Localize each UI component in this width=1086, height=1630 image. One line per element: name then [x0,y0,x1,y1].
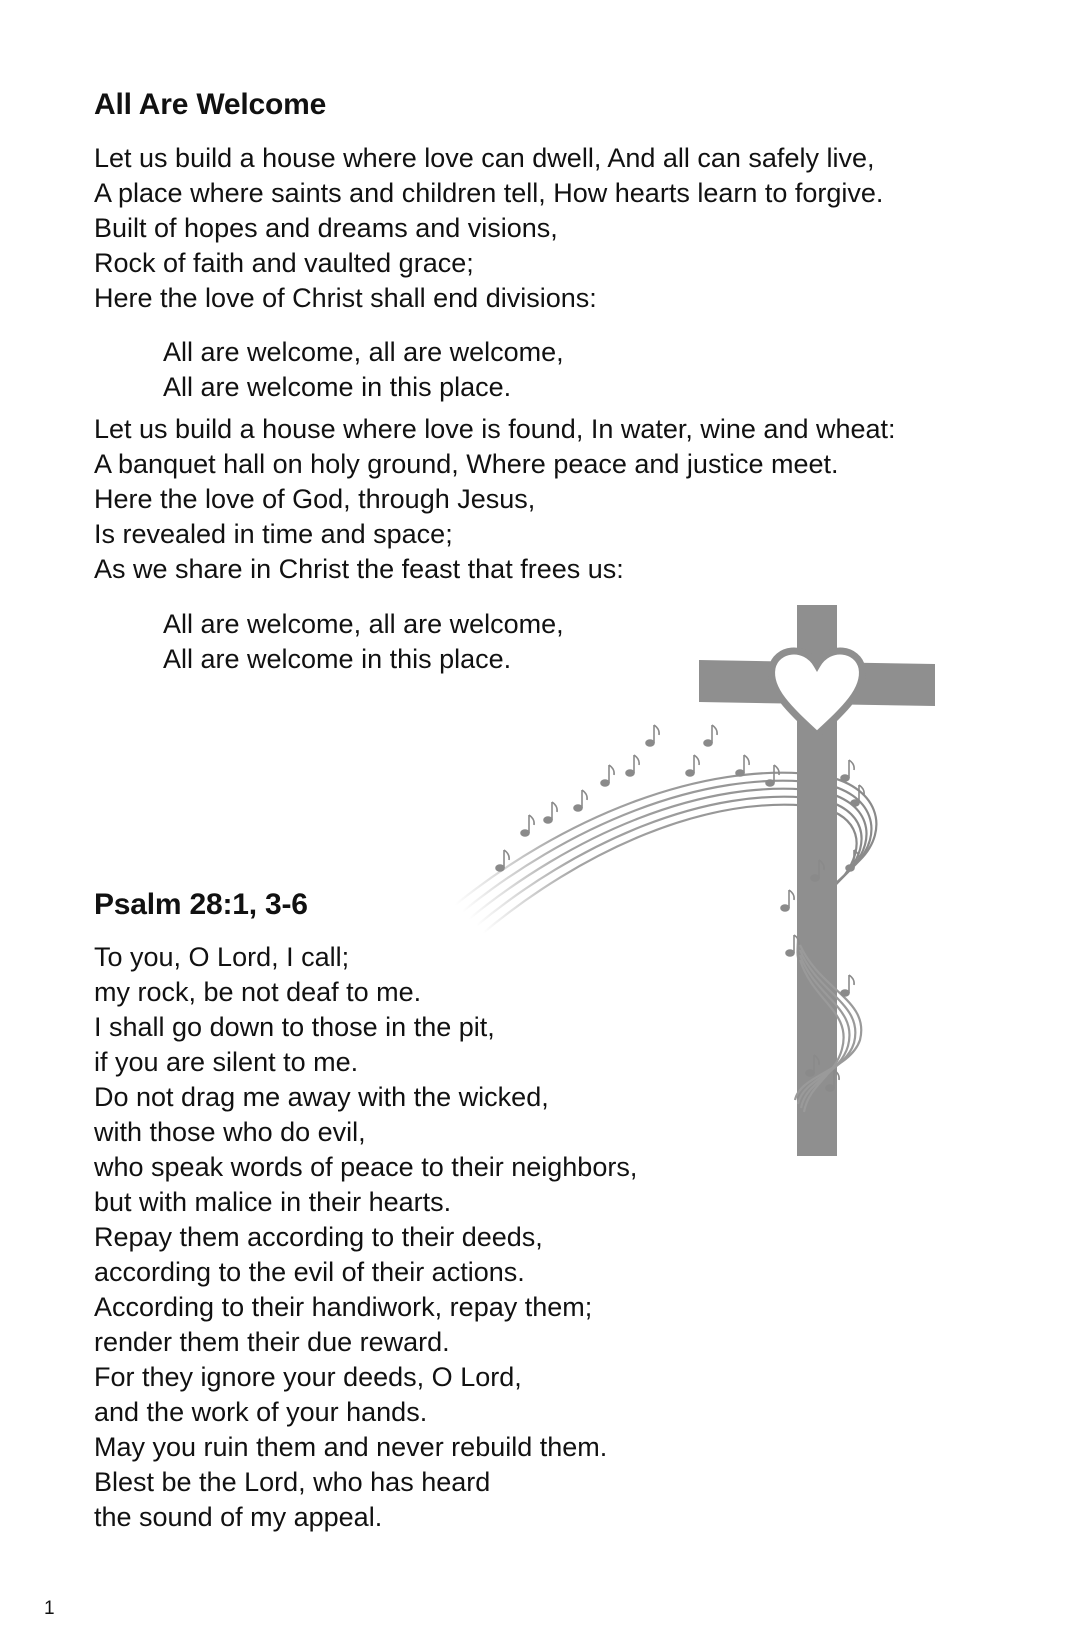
psalm-line: who speak words of peace to their neighbors, [94,1152,638,1182]
verse-line: A banquet hall on holy ground, Where peace and justice meet. [94,449,839,479]
psalm-line: Repay them according to their deeds, [94,1222,543,1252]
psalm-line: According to their handiwork, repay them; [94,1292,593,1322]
verse-line: Here the love of God, through Jesus, [94,484,536,514]
verse-line: Rock of faith and vaulted grace; [94,248,474,278]
psalm-line: I shall go down to those in the pit, [94,1012,495,1042]
psalm-line: Blest be the Lord, who has heard [94,1467,491,1497]
hymn-verse-2 [94,412,896,587]
hymn-verse-1 [94,141,883,316]
verse-line: A place where saints and children tell, How hearts learn to forgive. [94,178,884,208]
heart-icon [772,651,863,735]
page-number: 1 [44,1598,55,1619]
refrain-line: All are welcome in this place. [163,372,512,402]
psalm-line: May you ruin them and never rebuild them. [94,1432,608,1462]
hymn-title: All Are Welcome [94,88,327,121]
refrain-line: All are welcome, all are welcome, [163,337,564,367]
psalm-line: To you, O Lord, I call; [94,942,350,972]
verse-line: Let us build a house where love can dwell, And all can safely live, [94,143,875,173]
refrain-line: All are welcome, all are welcome, [163,609,564,639]
psalm-text [94,940,637,1535]
psalm-line: but with malice in their hearts. [94,1187,452,1217]
verse-line: Let us build a house where love is found, In water, wine and wheat: [94,414,896,444]
psalm-line: the sound of my appeal. [94,1502,383,1532]
psalm-line: according to the evil of their actions. [94,1257,525,1287]
refrain-line: All are welcome in this place. [163,644,512,674]
psalm-line: Do not drag me away with the wicked, [94,1082,549,1112]
verse-line: As we share in Christ the feast that frees us: [94,554,624,584]
verse-line: Is revealed in time and space; [94,519,453,549]
psalm-line: render them their due reward. [94,1327,450,1357]
psalm-title: Psalm 28:1, 3-6 [94,888,308,921]
psalm-line: For they ignore your deeds, O Lord, [94,1362,522,1392]
verse-line: Built of hopes and dreams and visions, [94,213,558,243]
psalm-line: with those who do evil, [94,1117,366,1147]
psalm-line: if you are silent to me. [94,1047,359,1077]
verse-line: Here the love of Christ shall end divisions: [94,283,597,313]
psalm-line: and the work of your hands. [94,1397,428,1427]
hymn-refrain-1 [163,335,564,405]
psalm-line: my rock, be not deaf to me. [94,977,422,1007]
